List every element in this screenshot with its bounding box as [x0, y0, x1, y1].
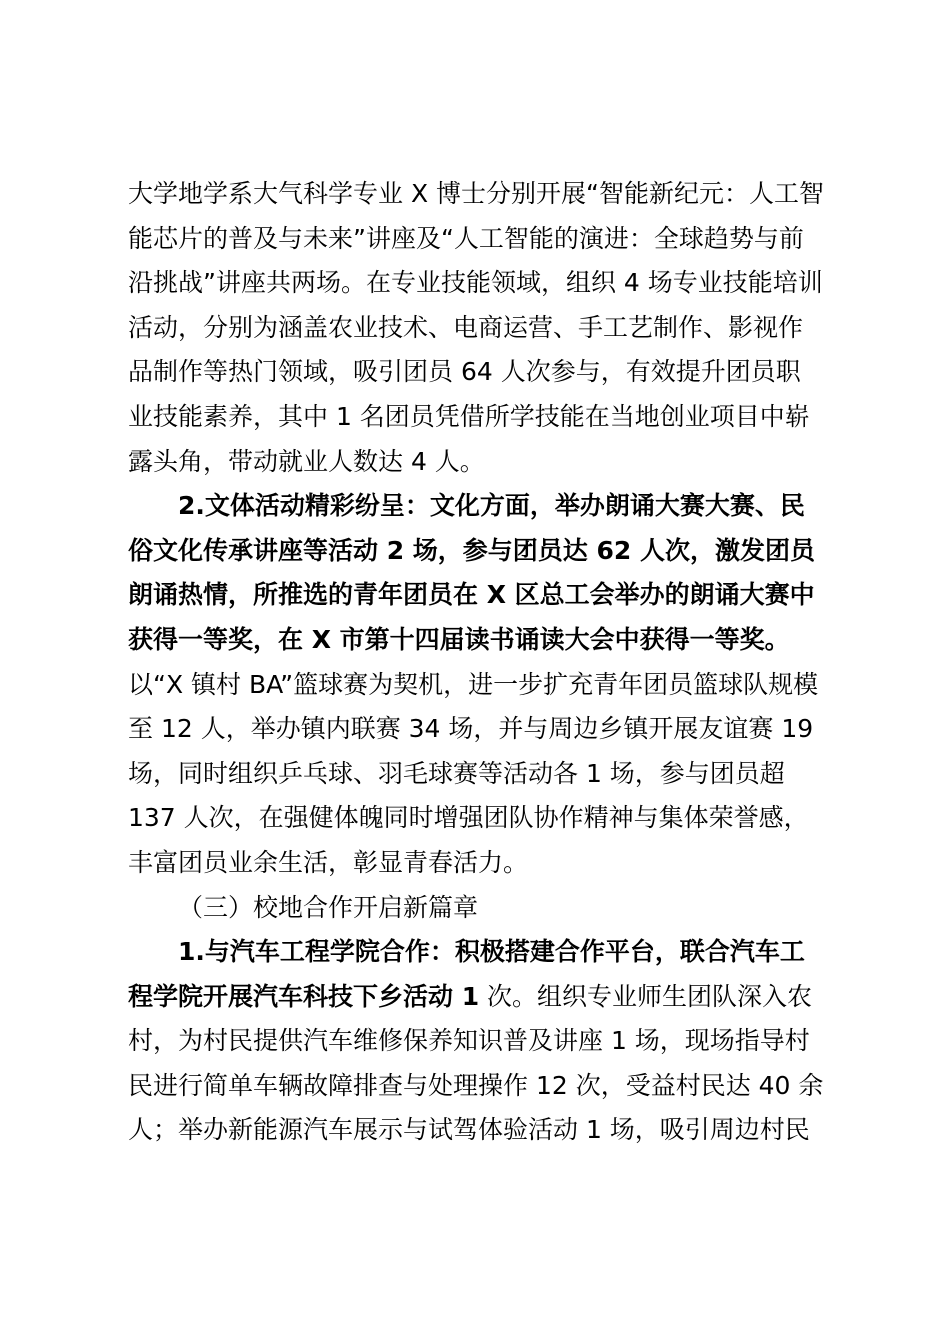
bold-text-line [128, 573, 830, 618]
mixed-text-line [128, 975, 830, 1020]
text-line: 以“X 镇村 BA”篮球赛为契机，进一步扩充青年团员篮球队规模 [128, 669, 819, 699]
text-line: 场，同时组织乒乓球、羽毛球赛等活动各 1 场，参与团员超 [128, 758, 785, 788]
bold-text: 程学院开展汽车科技下乡活动 1 [128, 981, 480, 1011]
text-line: 活动，分别为涵盖农业技术、电商运营、手工艺制作、影视作 [128, 312, 804, 342]
regular-text: 次。组织专业师生团队深入农 [479, 981, 813, 1011]
bold-text: 1.与汽车工程学院合作：积极搭建合作平台，联合汽车工 [178, 937, 805, 967]
bold-heading-line [128, 930, 830, 975]
text-line: 露头角，带动就业人数达 4 人。 [128, 446, 485, 476]
text-line: 能芯片的普及与未来”讲座及“人工智能的演进：全球趋势与前 [128, 223, 804, 253]
bold-text: 朗诵热情，所推选的青年团员在 X 区总工会举办的朗诵大赛中 [128, 580, 815, 610]
text-line: 大学地学系大气科学专业 X 博士分别开展“智能新纪元：人工智 [128, 179, 824, 208]
text-line: 丰富团员业余生活，彰显青春活力。 [128, 847, 529, 877]
bold-text: 2.文体活动精彩纷呈：文化方面，举办朗诵大赛大赛、民 [178, 491, 805, 521]
bold-text-line [128, 529, 830, 574]
text-line: 品制作等热门领域，吸引团员 64 人次参与，有效提升团员职 [128, 357, 801, 387]
bold-text: 俗文化传承讲座等活动 2 场，参与团员达 62 人次，激发团员 [128, 535, 816, 565]
text-line: 137 人次，在强健体魄同时增强团队协作精神与集体荣誉感， [128, 803, 809, 833]
bold-text-line [128, 618, 830, 663]
text-line: 民进行简单车辆故障排查与处理操作 12 次，受益村民达 40 余 [128, 1070, 824, 1100]
bold-heading-line [128, 484, 830, 529]
text-line: 业技能素养，其中 1 名团员凭借所学技能在当地创业项目中崭 [128, 401, 810, 431]
text-line: 村，为村民提供汽车维修保养知识普及讲座 1 场，现场指导村 [128, 1026, 810, 1056]
text-line: 至 12 人，举办镇内联赛 34 场，并与周边乡镇开展友谊赛 19 [128, 714, 814, 744]
text-line: 人；举办新能源汽车展示与试驾体验活动 1 场，吸引周边村民 [128, 1115, 810, 1145]
text-line: 沿挑战”讲座共两场。在专业技能领域，组织 4 场专业技能培训 [128, 268, 823, 298]
bold-text: 获得一等奖，在 X 市第十四届读书诵读大会中获得一等奖。 [128, 624, 790, 654]
section-heading: （三）校地合作开启新篇章 [178, 892, 479, 922]
